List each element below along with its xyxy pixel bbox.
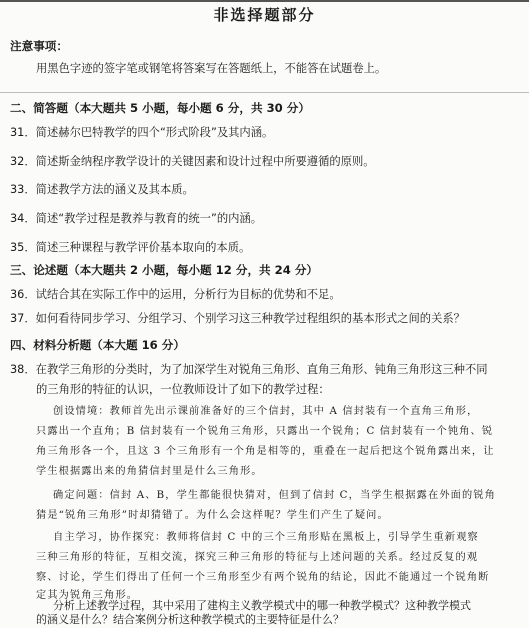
question-33: 33．简述教学方法的涵义及其本质。 <box>10 183 194 196</box>
notice-heading: 注意事项： <box>10 39 68 53</box>
section-3-heading: 三、论述题（本大题共 2 小题，每小题 12 分，共 24 分） <box>10 263 319 277</box>
question-38-prompt-1: 分析上述教学过程，其中采用了建构主义教学模式中的哪一种教学模式？这种教学模式 <box>53 599 471 612</box>
page-title: 非选择题部分 <box>213 6 316 24</box>
question-34: 34．简述“教学过程是教养与教育的统一”的内涵。 <box>10 212 263 225</box>
question-36: 36．试结合其在实际工作中的运用，分析行为目标的优势和不足。 <box>10 288 341 301</box>
question-38-line-12: 定其为锐角三角形。 <box>36 590 139 601</box>
question-38-line-11: 察、讨论，学生们得出了任何一个三角形至少有两个锐角的结论，因此不能通过一个锐角断 <box>36 572 490 583</box>
question-38-line-9: 自主学习，协作探究：教师将信封 C 中的三个三角形贴在黑板上，引导学生重新观察 <box>53 532 479 543</box>
notice-text: 用黑色字迹的签字笔或钢笔将答案写在答题纸上，不能答在试题卷上。 <box>36 62 387 75</box>
top-edge-line <box>0 0 529 2</box>
divider <box>0 92 529 93</box>
question-38-line-6: 学生根据露出来的角猜信封里是什么三角形。 <box>36 466 263 477</box>
question-32: 32．简述斯金纳程序教学设计的关键因素和设计过程中所要遵循的原则。 <box>10 155 375 168</box>
question-38-line-5: 角三角形各一个，且这 3 个三角形有一个角是相等的，重叠在一起后把这个锐角露出来，让 <box>36 446 495 457</box>
section-4-heading: 四、材料分析题（本大题 16 分） <box>10 338 185 352</box>
question-38-line-4: 只露出一个直角；B 信封装有一个锐角三角形，只露出一个锐角；C 信封装有一个钝角、锐 <box>36 426 494 437</box>
question-38-line-8: 猜是“锐角三角形”时却猜错了。为什么会这样呢？学生们产生了疑问。 <box>36 510 389 521</box>
question-38-line-10: 三种三角形的特征，互相交流，探究三种三角形的特征与上述问题的关系。经过反复的观 <box>36 552 479 563</box>
question-38-line-2: 的三角形的特征的认识，一位教师设计了如下的教学过程： <box>36 383 330 396</box>
question-38-line-1: 38．在教学三角形的分类时，为了加深学生对锐角三角形、直角三角形、钝角三角形这三种不同 <box>10 363 488 376</box>
question-35: 35．简述三种课程与教学评价基本取向的本质。 <box>10 241 251 254</box>
section-2-heading: 二、简答题（本大题共 5 小题，每小题 6 分，共 30 分） <box>10 101 310 115</box>
question-31: 31．简述赫尔巴特教学的四个“形式阶段”及其内涵。 <box>10 126 274 139</box>
question-38-line-3: 创设情境：教师首先出示课前准备好的三个信封，其中 A 信封装有一个直角三角形， <box>53 406 479 417</box>
question-37: 37．如何看待同步学习、分组学习、个别学习这三种教学过程组织的基本形式之间的关系？ <box>10 312 465 325</box>
question-38-line-7: 确定问题：信封 A、B，学生都能很快猜对，但到了信封 C，当学生根据露在外面的锐角 <box>53 490 497 501</box>
question-38-prompt-2: 的涵义是什么？结合案例分析这种教学模式的主要特征是什么？ <box>36 613 344 626</box>
